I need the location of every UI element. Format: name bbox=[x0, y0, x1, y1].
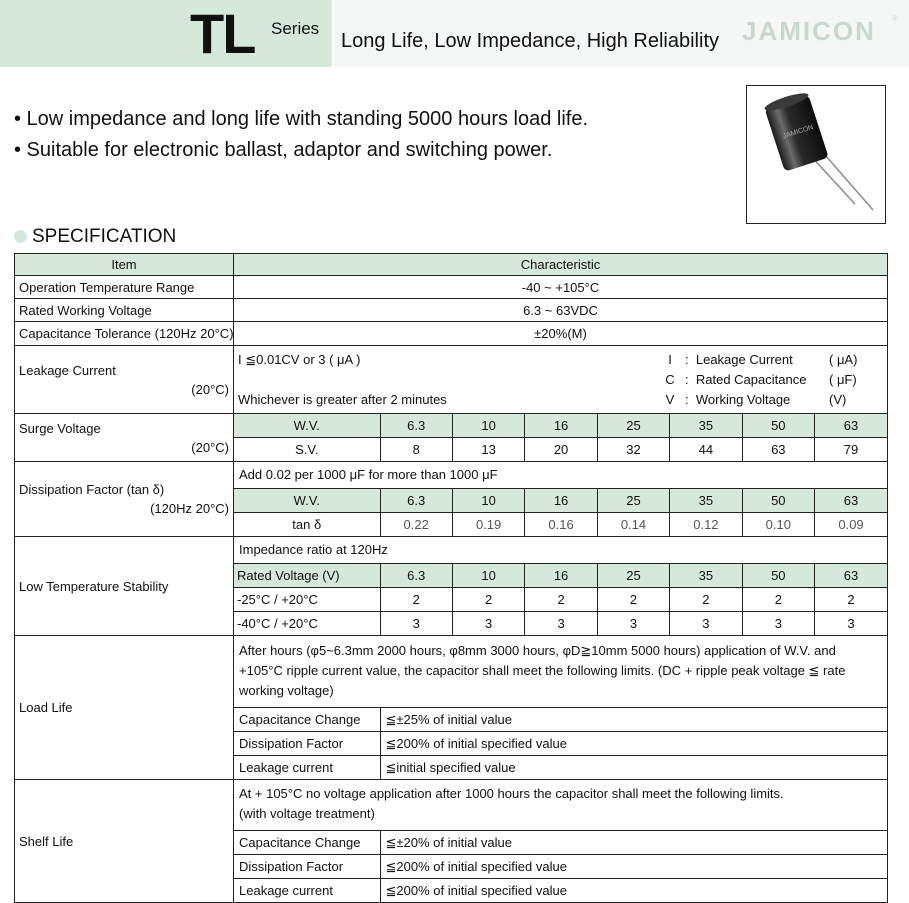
table-cell: 0.14 bbox=[597, 513, 669, 537]
table-row bbox=[234, 732, 887, 756]
table-cell: 79 bbox=[815, 438, 887, 462]
table-cell: 8 bbox=[380, 438, 452, 462]
table-cell: 25 bbox=[597, 564, 669, 588]
legend-symbol: C bbox=[665, 371, 675, 387]
table-cell: 50 bbox=[742, 414, 814, 438]
load-life-text: After hours (φ5~6.3mm 2000 hours, φ8mm 3000 hours, φD≧10mm 5000 hours) application of W.V. and +105°C ripple current value, the capacitor shall meet the following limits. (DC + ripple peak voltage ≦ rate working voltage) bbox=[239, 643, 846, 698]
item-label: Surge Voltage bbox=[19, 420, 101, 436]
table-cell: 2 bbox=[670, 588, 742, 612]
item-label: Shelf Life bbox=[15, 780, 234, 903]
table-cell: 2 bbox=[597, 588, 669, 612]
table-cell: 0.09 bbox=[815, 513, 887, 537]
item-label: Dissipation Factor (tan δ) bbox=[19, 482, 165, 497]
capacitor-label: JAMICON bbox=[782, 123, 815, 141]
table-row bbox=[234, 612, 887, 636]
table-cell: 25 bbox=[597, 414, 669, 438]
legend-desc: : Leakage Current bbox=[685, 351, 793, 367]
table-cell: W.V. bbox=[234, 489, 380, 513]
table-cell: 3 bbox=[525, 612, 597, 636]
table-cell: W.V. bbox=[234, 414, 380, 438]
legend-desc: : Working Voltage bbox=[685, 391, 791, 407]
row-leakage bbox=[15, 346, 888, 414]
table-row bbox=[234, 513, 887, 537]
table-cell: ≦±20% of initial value bbox=[380, 831, 887, 855]
legend-symbol: I bbox=[668, 351, 672, 367]
item-label: Operation Temperature Range bbox=[15, 276, 234, 299]
table-cell: 10 bbox=[452, 564, 524, 588]
legend-unit: (V) bbox=[829, 391, 847, 407]
table-cell: 25 bbox=[597, 489, 669, 513]
table-cell: 2 bbox=[742, 588, 814, 612]
legend-unit: ( μA) bbox=[829, 351, 858, 367]
row-shelf-life bbox=[15, 780, 888, 903]
table-cell: 6.3 bbox=[380, 414, 452, 438]
section-bullet-icon bbox=[14, 230, 27, 243]
feature-list bbox=[14, 104, 588, 166]
table-cell: Capacitance Change bbox=[234, 831, 380, 855]
table-cell: ≦initial specified value bbox=[380, 756, 887, 780]
table-cell: 50 bbox=[742, 489, 814, 513]
item-label-cell bbox=[15, 462, 234, 537]
low-temp-detail bbox=[234, 537, 888, 636]
series-code: TL bbox=[190, 2, 255, 65]
table-cell: Dissipation Factor bbox=[234, 732, 380, 756]
item-label: Capacitance Tolerance (120Hz 20°C) bbox=[15, 322, 234, 346]
shelf-life-table bbox=[234, 830, 887, 902]
table-cell: -25°C / +20°C bbox=[234, 588, 380, 612]
dissipation-table bbox=[234, 488, 887, 536]
legend-symbol: V bbox=[665, 391, 675, 407]
row-rated-voltage bbox=[15, 299, 888, 322]
feature-item: • Suitable for electronic ballast, adaptor and switching power. bbox=[14, 139, 553, 161]
table-cell: Rated Voltage (V) bbox=[234, 564, 380, 588]
table-cell: 16 bbox=[525, 489, 597, 513]
table-cell: 63 bbox=[815, 564, 887, 588]
table-row bbox=[234, 414, 887, 438]
dissipation-detail bbox=[234, 462, 888, 537]
table-row bbox=[234, 879, 887, 903]
feature-item: • Low impedance and long life with standing 5000 hours load life. bbox=[14, 108, 589, 130]
table-cell: ≦±25% of initial value bbox=[380, 708, 887, 732]
table-cell: 10 bbox=[452, 414, 524, 438]
table-cell: 0.19 bbox=[452, 513, 524, 537]
item-label: Leakage Current bbox=[19, 362, 116, 378]
table-cell: 0.22 bbox=[380, 513, 452, 537]
leakage-note: Whichever is greater after 2 minutes bbox=[238, 391, 447, 407]
row-surge bbox=[15, 414, 888, 462]
item-value: -40 ~ +105°C bbox=[234, 276, 888, 299]
table-row bbox=[234, 831, 887, 855]
item-value: ±20%(M) bbox=[234, 322, 888, 346]
table-cell: 3 bbox=[380, 612, 452, 636]
row-load-life bbox=[15, 636, 888, 780]
table-row bbox=[234, 708, 887, 732]
table-row bbox=[234, 564, 887, 588]
leakage-detail bbox=[234, 346, 888, 414]
table-cell: 2 bbox=[380, 588, 452, 612]
shelf-life-detail bbox=[234, 780, 888, 903]
shelf-life-text-line: At + 105°C no voltage application after 1000 hours the capacitor shall meet the following limits. bbox=[239, 786, 784, 801]
table-cell: ≦200% of initial specified value bbox=[380, 855, 887, 879]
table-row bbox=[234, 489, 887, 513]
table-cell: 10 bbox=[452, 489, 524, 513]
table-row bbox=[234, 588, 887, 612]
table-cell: ≦200% of initial specified value bbox=[380, 732, 887, 756]
low-temp-note: Impedance ratio at 120Hz bbox=[239, 542, 388, 557]
table-cell: Dissipation Factor bbox=[234, 855, 380, 879]
table-cell: Leakage current bbox=[234, 756, 380, 780]
table-cell: 6.3 bbox=[380, 489, 452, 513]
table-cell: 50 bbox=[742, 564, 814, 588]
table-cell: 2 bbox=[815, 588, 887, 612]
header-item: Item bbox=[15, 254, 234, 276]
table-cell: 35 bbox=[670, 489, 742, 513]
table-cell: 63 bbox=[815, 489, 887, 513]
product-photo bbox=[746, 85, 886, 224]
row-dissipation bbox=[15, 462, 888, 537]
item-label-cell bbox=[15, 414, 234, 462]
leakage-formula: I ≦0.01CV or 3 ( μA ) bbox=[238, 351, 361, 367]
tagline: Long Life, Low Impedance, High Reliability bbox=[341, 30, 719, 52]
section-title bbox=[14, 226, 176, 248]
legend-unit: ( μF) bbox=[829, 371, 857, 387]
table-cell: 44 bbox=[670, 438, 742, 462]
item-label: Load Life bbox=[15, 636, 234, 780]
surge-table bbox=[234, 414, 887, 461]
row-op-temp bbox=[15, 276, 888, 299]
table-cell: 16 bbox=[525, 564, 597, 588]
table-row bbox=[234, 855, 887, 879]
table-cell: S.V. bbox=[234, 438, 380, 462]
row-cap-tolerance bbox=[15, 322, 888, 346]
table-cell: 2 bbox=[525, 588, 597, 612]
item-label: Low Temperature Stability bbox=[15, 537, 234, 636]
legend-desc: : Rated Capacitance bbox=[685, 371, 807, 387]
table-cell: 2 bbox=[452, 588, 524, 612]
table-cell: 35 bbox=[670, 414, 742, 438]
table-cell: 3 bbox=[597, 612, 669, 636]
table-row bbox=[234, 756, 887, 780]
table-cell: 13 bbox=[452, 438, 524, 462]
table-cell: 63 bbox=[742, 438, 814, 462]
capacitor-image bbox=[747, 86, 885, 223]
table-cell: ≦200% of initial specified value bbox=[380, 879, 887, 903]
table-cell: 6.3 bbox=[380, 564, 452, 588]
spec-table bbox=[14, 253, 888, 903]
table-cell: -40°C / +20°C bbox=[234, 612, 380, 636]
item-condition: (120Hz 20°C) bbox=[150, 501, 229, 516]
table-cell: 3 bbox=[452, 612, 524, 636]
low-temp-table bbox=[234, 563, 887, 635]
series-label: Series bbox=[271, 19, 320, 38]
item-condition: (20°C) bbox=[191, 381, 229, 397]
table-cell: Capacitance Change bbox=[234, 708, 380, 732]
shelf-life-text-line: (with voltage treatment) bbox=[239, 806, 375, 821]
item-label-cell bbox=[15, 346, 234, 414]
table-cell: Leakage current bbox=[234, 879, 380, 903]
table-row bbox=[234, 438, 887, 462]
shelf-life-text bbox=[234, 780, 887, 830]
spec-header-row bbox=[15, 254, 888, 276]
table-cell: 3 bbox=[742, 612, 814, 636]
table-cell: 0.10 bbox=[742, 513, 814, 537]
brand-registered-mark: ® bbox=[892, 14, 898, 23]
load-life-detail bbox=[234, 636, 888, 780]
leakage-legend bbox=[659, 350, 859, 410]
table-cell: 3 bbox=[670, 612, 742, 636]
table-cell: 0.12 bbox=[670, 513, 742, 537]
section-title-text: SPECIFICATION bbox=[32, 226, 177, 247]
surge-detail bbox=[234, 414, 888, 462]
header-characteristic: Characteristic bbox=[234, 254, 888, 276]
table-cell: 0.16 bbox=[525, 513, 597, 537]
item-value: 6.3 ~ 63VDC bbox=[234, 299, 888, 322]
table-cell: 32 bbox=[597, 438, 669, 462]
table-cell: 35 bbox=[670, 564, 742, 588]
row-low-temp bbox=[15, 537, 888, 636]
dissipation-note: Add 0.02 per 1000 μF for more than 1000 μF bbox=[239, 467, 498, 482]
table-cell: 16 bbox=[525, 414, 597, 438]
table-cell: 3 bbox=[815, 612, 887, 636]
table-cell: 63 bbox=[815, 414, 887, 438]
item-label: Rated Working Voltage bbox=[15, 299, 234, 322]
brand-logo: JAMICON bbox=[742, 16, 876, 46]
table-cell: tan δ bbox=[234, 513, 380, 537]
load-life-table bbox=[234, 707, 887, 779]
table-cell: 20 bbox=[525, 438, 597, 462]
item-condition: (20°C) bbox=[191, 439, 229, 455]
